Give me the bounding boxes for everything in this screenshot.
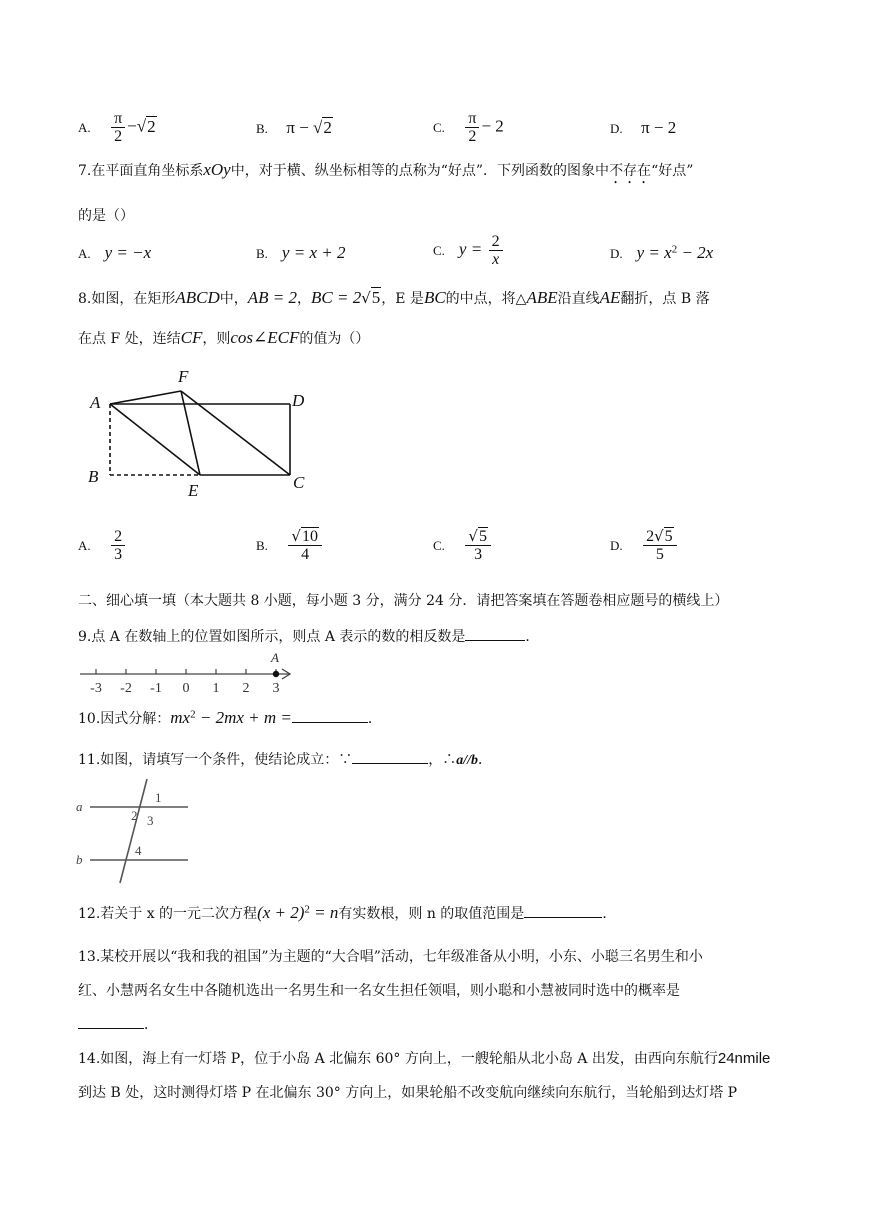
q7-option-a [78,243,151,263]
option-d-expr: y = x [636,243,672,262]
q7-xoy: xOy [203,160,231,179]
fraction-denominator: 3 [114,546,123,563]
q7-option-d [610,243,713,263]
q11-parallel-lines-figure [76,775,196,887]
tick-label: 2 [242,681,250,696]
q11-end: ． [478,752,493,768]
superscript: 2 [190,708,196,721]
q8-stem-line2 [78,328,369,348]
q8-option-d [610,528,679,563]
q12-text: 有实数根，则 n 的取值范围是 [338,906,525,922]
q14-text: 14.如图，海上有一灯塔 P，位于小岛 A 北偏东 60° 方向上，一艘轮船从北小岛 A 出发，由西向东航行 [78,1051,718,1067]
fraction-numerator: 2 [489,233,503,251]
q8-option-a [78,528,127,563]
option-label: B. [256,121,268,136]
option-label: C. [433,242,445,258]
q14-distance: 24nmile [717,1050,771,1067]
label-a: a [76,799,83,814]
q12-end: ． [602,906,617,922]
fraction-numerator: 2 [111,528,125,546]
math-cos: cos∠ECF [230,328,300,347]
q8-text: 中， [219,291,248,307]
option-d-rest: − 2x [677,243,714,262]
q11-answer-blank[interactable] [352,763,428,764]
angle-4: 4 [135,843,142,858]
q10-stem [78,708,382,728]
q6-option-c: C. $\frac{\pi}{2}$ − 2 [433,110,504,145]
q8-option-c [433,528,493,563]
angle-1: 1 [155,790,162,805]
q13-end: ． [144,1017,158,1033]
option-label: B. [256,246,268,261]
q8-rectangle-figure [80,362,320,502]
q7-text: 中，对于横、纵坐标相等的点称为“好点”．下列函数的图象中 [230,163,610,179]
tick-label: -2 [120,681,132,696]
option-label: A. [78,537,91,553]
q11-text: ，∴ [428,752,457,768]
q8-text: ， [297,291,311,307]
q8-text: 的中点，将△ [445,291,527,307]
label-b: b [76,852,83,867]
label-e: E [188,481,199,500]
q9-end: ． [525,629,540,645]
option-c-fraction [489,233,503,268]
q6-option-d [610,118,676,138]
q10-end: ． [367,711,382,727]
q7-stem-line2: 的是（） [78,208,134,224]
q6-option-b [256,118,333,138]
label-c: C [293,473,305,492]
option-b-expr: y = x + 2 [281,243,346,262]
q8-text: ，则 [202,331,231,347]
math-ae: AE [599,288,621,307]
superscript: 2 [671,243,678,256]
option-label: C. [433,119,445,135]
tick-label: -3 [90,681,102,696]
option-a-fraction [111,528,125,563]
q10-expr: mx [170,708,191,727]
q9-answer-blank[interactable] [465,640,525,641]
option-c-fraction: $\frac{√5}{3}$ [465,528,491,563]
fraction-denominator: 5 [655,546,664,563]
angle-3: 3 [147,813,154,828]
q10-text: 10.因式分解： [78,711,171,727]
q13-answer-blank[interactable] [78,1028,144,1029]
q8-text: 在点 F 处，连结 [78,331,181,347]
label-b: B [88,467,99,486]
q9-stem [78,626,539,646]
q10-expr-rest: − 2mx + m = [195,708,292,727]
q9-text: 9.点 A 在数轴上的位置如图所示，则点 A 表示的数的相反数是 [78,629,466,645]
q13-line1: 13.某校开展以“我和我的祖国”为主题的“大合唱”活动，七年级准备从小明，小东、小聪三名男生和小 [78,949,703,965]
option-label: A. [78,246,91,261]
pi-over-2: $\frac{\pi}{2}$ [465,110,479,145]
fraction-denominator: 3 [474,546,483,563]
q6-option-a: A. $\frac{\pi}{2}$ −√2 [78,110,156,145]
q8-text: 翻折，点 B 落 [620,291,710,307]
section-2-heading: 二、细心填一填（本大题共 8 小题，每小题 3 分，满分 24 分．请把答案填在答题卷相应题号的横线上） [78,593,729,609]
tick-label: 3 [272,681,280,696]
edge-af [110,391,181,404]
tick-label: 1 [212,681,220,696]
q7-emphasis: 不存在 [609,163,652,179]
q7-option-c [433,233,505,268]
coefficient: 2 [646,528,655,545]
q12-stem [78,903,616,923]
radicand: 10 [301,528,318,545]
math-bc2: BC [423,288,446,307]
math-cf: CF [180,328,203,347]
q11-stem [78,749,492,769]
label-a: A [90,393,101,412]
pi-over-2: $\frac{\pi}{2}$ [111,110,125,145]
radicand: 5 [478,528,487,545]
label-f: F [178,367,189,386]
q7-text: “好点” [651,163,694,179]
q14-line2: 到达 B 处，这时测得灯塔 P 在北偏东 30° 方向上，如果轮船不改变航向继续向东航行，当轮船到达灯塔 P [78,1085,738,1101]
q7-text: 7.在平面直角坐标系 [78,163,204,179]
q10-answer-blank[interactable] [292,722,368,723]
fraction-denominator: x [492,251,500,268]
superscript: 2 [304,903,310,916]
option-label: D. [610,121,623,136]
q13-line2: 红、小慧两名女生中各随机选出一名男生和一名女生担任领唱，则小聪和小慧被同时选中的概率是 [78,983,680,999]
q8-text: 的值为（） [299,331,370,347]
q7-option-b [256,243,345,263]
option-b-expr: π − √2 [286,118,332,137]
q13-line3 [78,1014,158,1034]
option-c-lhs: y = [458,239,483,259]
q8-text: ，E 是 [381,291,424,307]
option-d-fraction: $\frac{2√5}{5}$ [643,528,677,563]
radicand: 5 [371,288,381,307]
label-d: D [292,391,305,410]
q12-expr: (x + 2) [257,903,305,922]
option-b-fraction: $\frac{√10}{4}$ [288,528,322,563]
option-label: A. [78,119,91,135]
option-label: B. [256,537,268,553]
q12-text: 12.若关于 x 的一元二次方程 [78,906,258,922]
q8-stem-line1: 8.如图，在矩形ABCD中，AB = 2，BC = 2√5，E 是BC的中点，将△ABE沿直线AE翻折，点 B 落 [78,288,710,307]
q7-stem-line1 [78,160,693,187]
q11-conclusion: a//b [456,753,479,768]
q9-number-line [78,648,298,698]
math-ab: AB = 2 [247,288,297,307]
q12-expr-rest: = n [309,903,339,922]
fraction-denominator: 4 [301,546,310,563]
q14-line1 [78,1048,770,1068]
q8-text: 沿直线 [557,291,600,307]
q8-text: 8.如图，在矩形 [78,291,176,307]
option-a-expr: y = −x [104,243,152,262]
point-a [273,671,279,677]
angle-2: 2 [131,808,138,823]
q12-answer-blank[interactable] [524,917,602,918]
option-label: D. [610,246,623,261]
option-label: C. [433,537,445,553]
option-d-expr: π − 2 [641,118,677,137]
transversal [120,779,147,883]
tick-label: 0 [182,681,190,696]
q11-text: 11.如图，请填写一个条件，使结论成立：∵ [78,752,353,768]
math-abcd: ABCD [175,288,220,307]
tick-label: -1 [150,681,162,696]
option-label: D. [610,537,623,553]
math-abe: ABE [526,288,558,307]
radicand: 5 [664,528,673,545]
q8-option-b [256,528,324,563]
math-bc: BC = 2 [311,288,362,307]
point-a-label: A [271,650,279,665]
